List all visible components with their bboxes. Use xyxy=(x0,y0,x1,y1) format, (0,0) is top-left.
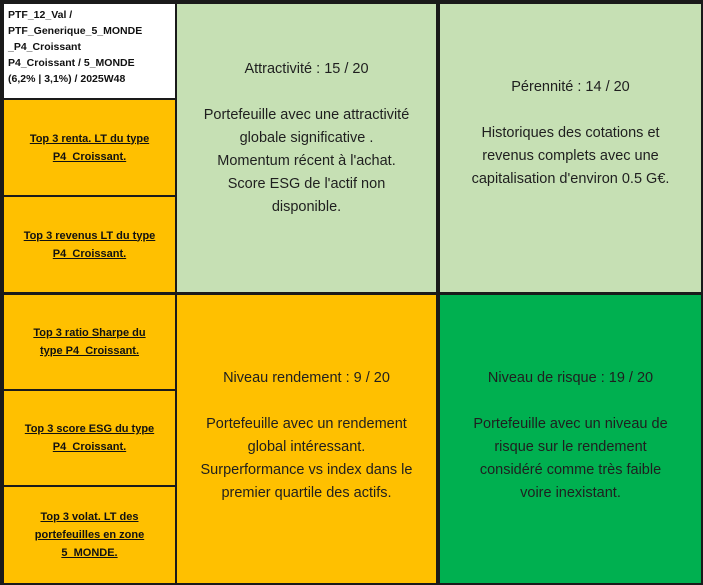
header-line: P4_Croissant / 5_MONDE xyxy=(8,57,135,69)
description-line: Momentum récent à l'achat. xyxy=(217,152,396,169)
top3-renta-cell xyxy=(4,100,175,195)
description-line: global intéressant. xyxy=(247,439,366,455)
description-line: Historiques des cotations et xyxy=(481,124,660,141)
link-line: type P4_Croissant. xyxy=(39,345,140,357)
top3-revenus-cell xyxy=(4,197,175,292)
top3-revenus-link[interactable] xyxy=(18,227,162,263)
description-line: risque sur le rendement xyxy=(494,439,647,455)
header-line: (6,2% | 3,1%) / 2025W48 xyxy=(8,73,126,85)
header-line: PTF_12_Val / xyxy=(8,9,73,21)
risque-title: Niveau de risque : 19 / 20 xyxy=(487,370,654,386)
top3-esg-cell xyxy=(4,391,175,485)
link-line: P4_Croissant. xyxy=(52,150,127,163)
top3-renta-link[interactable] xyxy=(24,130,155,166)
description-line: Portefeuille avec une attractivité xyxy=(203,106,410,123)
header-line: PTF_Generique_5_MONDE xyxy=(8,25,143,37)
description-line: Portefeuille avec un rendement xyxy=(206,416,407,432)
perennite-panel xyxy=(440,4,701,292)
perennite-description xyxy=(472,122,670,191)
top3-esg-link[interactable] xyxy=(19,420,160,456)
description-line: premier quartile des actifs. xyxy=(221,485,392,501)
link-line: Top 3 volat. LT des xyxy=(40,511,139,523)
link-line: Top 3 ratio Sharpe du xyxy=(33,327,146,339)
header-line: _P4_Croissant xyxy=(8,41,81,53)
link-line: Top 3 score ESG du type xyxy=(24,423,155,435)
rendement-description xyxy=(201,413,413,505)
rendement-title: Niveau rendement : 9 / 20 xyxy=(223,370,390,386)
link-line: Top 3 renta. LT du type xyxy=(29,132,150,145)
top3-sharpe-link[interactable] xyxy=(27,324,151,360)
link-line: 5_MONDE. xyxy=(61,547,118,559)
top3-volat-cell xyxy=(4,487,175,583)
rendement-panel xyxy=(177,295,436,583)
description-line: Portefeuille avec un niveau de xyxy=(473,416,668,432)
description-line: considéré comme très faible xyxy=(479,462,662,478)
top3-volat-link[interactable] xyxy=(29,508,150,562)
risque-description xyxy=(473,413,667,505)
attractivite-description xyxy=(204,104,410,219)
link-line: portefeuilles en zone xyxy=(34,529,145,541)
description-line: voire inexistant. xyxy=(520,485,621,501)
description-line: revenus complets avec une xyxy=(482,147,659,164)
description-line: Surperformance vs index dans le xyxy=(200,462,413,478)
description-line: capitalisation d'environ 0.5 G€. xyxy=(471,170,670,187)
description-line: Score ESG de l'actif non xyxy=(227,175,386,192)
attractivite-panel xyxy=(177,4,436,292)
perennite-title: Pérennité : 14 / 20 xyxy=(511,78,630,95)
description-line: globale significative . xyxy=(239,129,374,146)
link-line: P4_Croissant. xyxy=(52,441,127,453)
link-line: P4_Croissant. xyxy=(52,247,127,260)
link-line: Top 3 revenus LT du type xyxy=(23,229,156,242)
description-line: disponible. xyxy=(271,198,342,215)
top3-sharpe-cell xyxy=(4,295,175,389)
attractivite-title: Attractivité : 15 / 20 xyxy=(244,60,369,77)
portfolio-header xyxy=(4,4,175,98)
risque-panel xyxy=(440,295,701,583)
